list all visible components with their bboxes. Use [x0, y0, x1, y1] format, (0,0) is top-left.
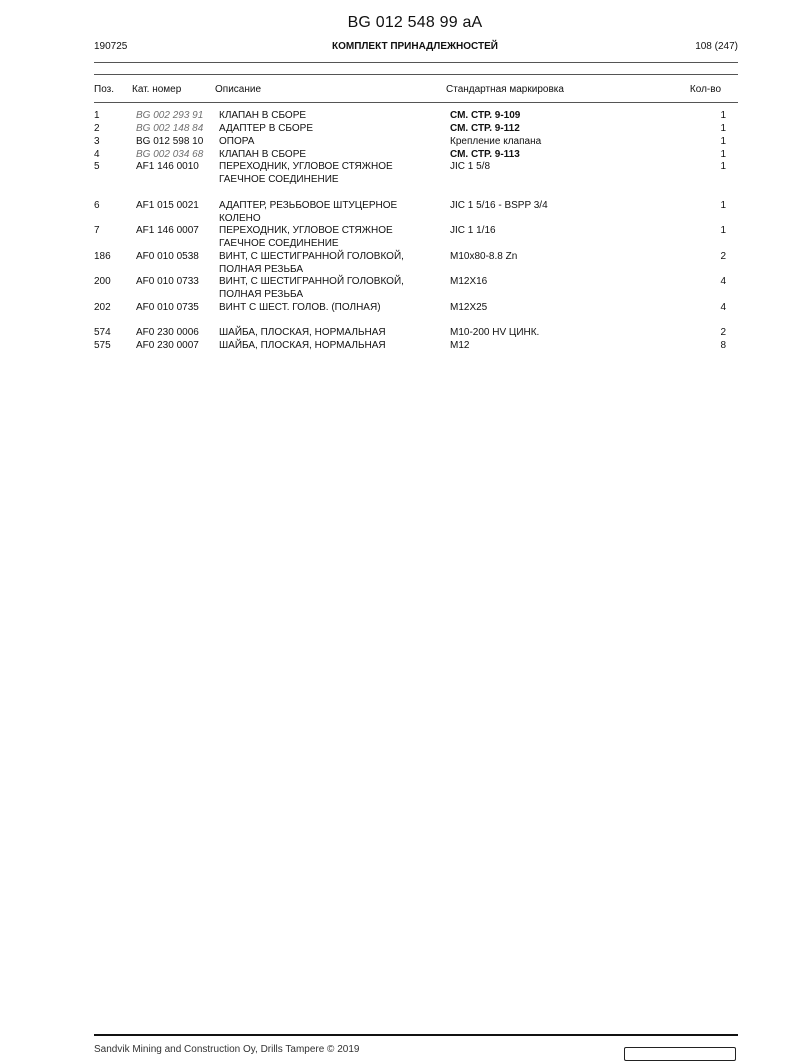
- table-header-divider: [94, 102, 738, 103]
- row-description-line: ВИНТ, С ШЕСТИГРАННОЙ ГОЛОВКОЙ,: [219, 251, 404, 262]
- row-quantity: 1: [720, 123, 726, 134]
- row-catalog-number[interactable]: BG 002 293 91: [136, 110, 204, 121]
- row-catalog-number[interactable]: BG 002 034 68: [136, 149, 204, 160]
- row-position: 202: [94, 302, 111, 313]
- row-position: 200: [94, 276, 111, 287]
- row-quantity: 1: [720, 225, 726, 236]
- date-code: 190725: [94, 41, 128, 52]
- company-logo: [624, 1047, 736, 1061]
- row-description-line: ШАЙБА, ПЛОСКАЯ, НОРМАЛЬНАЯ: [219, 340, 386, 351]
- row-standard-marking: Крепление клапана: [450, 136, 542, 147]
- table-row: [0, 225, 794, 251]
- column-header-position: Поз.: [94, 84, 114, 95]
- row-description: [219, 327, 439, 340]
- row-position: 7: [94, 225, 100, 236]
- row-catalog-number: AF0 230 0006: [136, 327, 199, 338]
- page-number: 108 (247): [695, 41, 738, 52]
- row-quantity: 4: [720, 276, 726, 287]
- row-description: [219, 302, 439, 315]
- row-quantity: 4: [720, 302, 726, 313]
- row-description: [219, 136, 439, 149]
- row-catalog-number[interactable]: BG 002 148 84: [136, 123, 204, 134]
- table-row: [0, 110, 794, 123]
- row-description: [219, 340, 439, 353]
- row-description-line: ГАЕЧНОЕ СОЕДИНЕНИЕ: [219, 237, 339, 249]
- row-position: 4: [94, 149, 100, 160]
- row-description: [219, 276, 439, 302]
- row-standard-marking[interactable]: СМ. СТР. 9-113: [450, 149, 520, 160]
- column-header-description: Описание: [215, 84, 262, 95]
- row-standard-marking: M12: [450, 340, 470, 351]
- table-row: [0, 276, 794, 302]
- row-description-line: ПЕРЕХОДНИК, УГЛОВОЕ СТЯЖНОЕ: [219, 161, 393, 172]
- table-row: [0, 161, 794, 200]
- row-catalog-number: AF0 010 0538: [136, 251, 199, 262]
- row-description-line: ГАЕЧНОЕ СОЕДИНЕНИЕ: [219, 173, 339, 185]
- row-description-line: АДАПТЕР В СБОРЕ: [219, 123, 313, 134]
- row-description-line: КЛАПАН В СБОРЕ: [219, 110, 307, 121]
- row-position: 186: [94, 251, 111, 262]
- row-quantity: 1: [720, 149, 726, 160]
- row-catalog-number: AF0 230 0007: [136, 340, 199, 351]
- footer-divider: [94, 1034, 738, 1036]
- row-catalog-number: AF1 146 0010: [136, 161, 199, 172]
- column-header-catalog-number: Кат. номер: [132, 84, 182, 95]
- row-standard-marking: M10-200 HV ЦИНК.: [450, 327, 540, 338]
- row-position: 5: [94, 161, 100, 172]
- row-description-line: ОПОРА: [219, 136, 255, 147]
- row-description-line: ВИНТ, С ШЕСТИГРАННОЙ ГОЛОВКОЙ,: [219, 276, 404, 287]
- row-quantity: 8: [720, 340, 726, 351]
- row-description-line: ПЕРЕХОДНИК, УГЛОВОЕ СТЯЖНОЕ: [219, 225, 393, 236]
- table-row: [0, 340, 794, 353]
- table-row: [0, 149, 794, 161]
- row-standard-marking: JIC 1 5/16 - BSPP 3/4: [450, 200, 548, 211]
- row-description: [219, 251, 439, 277]
- document-title: BG 012 548 99 aA: [347, 14, 483, 31]
- row-standard-marking[interactable]: СМ. СТР. 9-112: [450, 123, 520, 134]
- row-standard-marking: M12X16: [450, 276, 488, 287]
- row-position: 2: [94, 123, 100, 134]
- row-catalog-number: AF0 010 0735: [136, 302, 199, 313]
- row-catalog-number: AF1 015 0021: [136, 200, 199, 211]
- row-quantity: 1: [720, 136, 726, 147]
- column-header-standard-marking: Стандартная маркировка: [446, 84, 564, 95]
- row-position: 6: [94, 200, 100, 211]
- row-catalog-number: AF1 146 0007: [136, 225, 199, 236]
- section-title: КОМПЛЕКТ ПРИНАДЛЕЖНОСТЕЙ: [332, 41, 498, 52]
- row-description: [219, 200, 439, 226]
- row-description: [219, 123, 439, 136]
- row-standard-marking: M12X25: [450, 302, 488, 313]
- row-description-line: ПОЛНАЯ РЕЗЬБА: [219, 263, 304, 275]
- row-description-line: АДАПТЕР, РЕЗЬБОВОЕ ШТУЦЕРНОЕ: [219, 200, 398, 211]
- row-description-line: ШАЙБА, ПЛОСКАЯ, НОРМАЛЬНАЯ: [219, 327, 386, 338]
- row-description-line: КОЛЕНО: [219, 212, 261, 224]
- header-divider-top: [94, 62, 738, 63]
- row-position: 575: [94, 340, 111, 351]
- table-row: [0, 136, 794, 149]
- table-row: [0, 200, 794, 225]
- row-standard-marking: JIC 1 5/8: [450, 161, 491, 172]
- row-quantity: 1: [720, 110, 726, 121]
- row-description-line: КЛАПАН В СБОРЕ: [219, 149, 307, 160]
- row-description-line: ВИНТ С ШЕСТ. ГОЛОВ. (ПОЛНАЯ): [219, 302, 381, 313]
- row-description-line: ПОЛНАЯ РЕЗЬБА: [219, 288, 304, 300]
- row-quantity: 2: [720, 327, 726, 338]
- row-description: [219, 149, 439, 162]
- table-row: [0, 123, 794, 136]
- row-quantity: 1: [720, 200, 726, 211]
- row-quantity: 1: [720, 161, 726, 172]
- footer-copyright: Sandvik Mining and Construction Oy, Drills Tampere © 2019: [94, 1044, 360, 1055]
- row-position: 574: [94, 327, 111, 338]
- row-position: 1: [94, 110, 100, 121]
- row-description: [219, 110, 439, 123]
- row-position: 3: [94, 136, 100, 147]
- header-divider-bottom: [94, 74, 738, 75]
- row-catalog-number: AF0 010 0733: [136, 276, 199, 287]
- row-description: [219, 225, 439, 251]
- table-row: [0, 327, 794, 340]
- column-header-quantity: Кол-во: [689, 84, 721, 95]
- row-standard-marking: JIC 1 1/16: [450, 225, 496, 236]
- row-standard-marking[interactable]: СМ. СТР. 9-109: [450, 110, 521, 121]
- table-row: [0, 302, 794, 327]
- row-catalog-number: BG 012 598 10: [136, 136, 204, 147]
- row-standard-marking: M10x80-8.8 Zn: [450, 251, 518, 262]
- table-row: [0, 251, 794, 276]
- row-description: [219, 161, 439, 187]
- row-quantity: 2: [720, 251, 726, 262]
- parts-table: [0, 110, 794, 353]
